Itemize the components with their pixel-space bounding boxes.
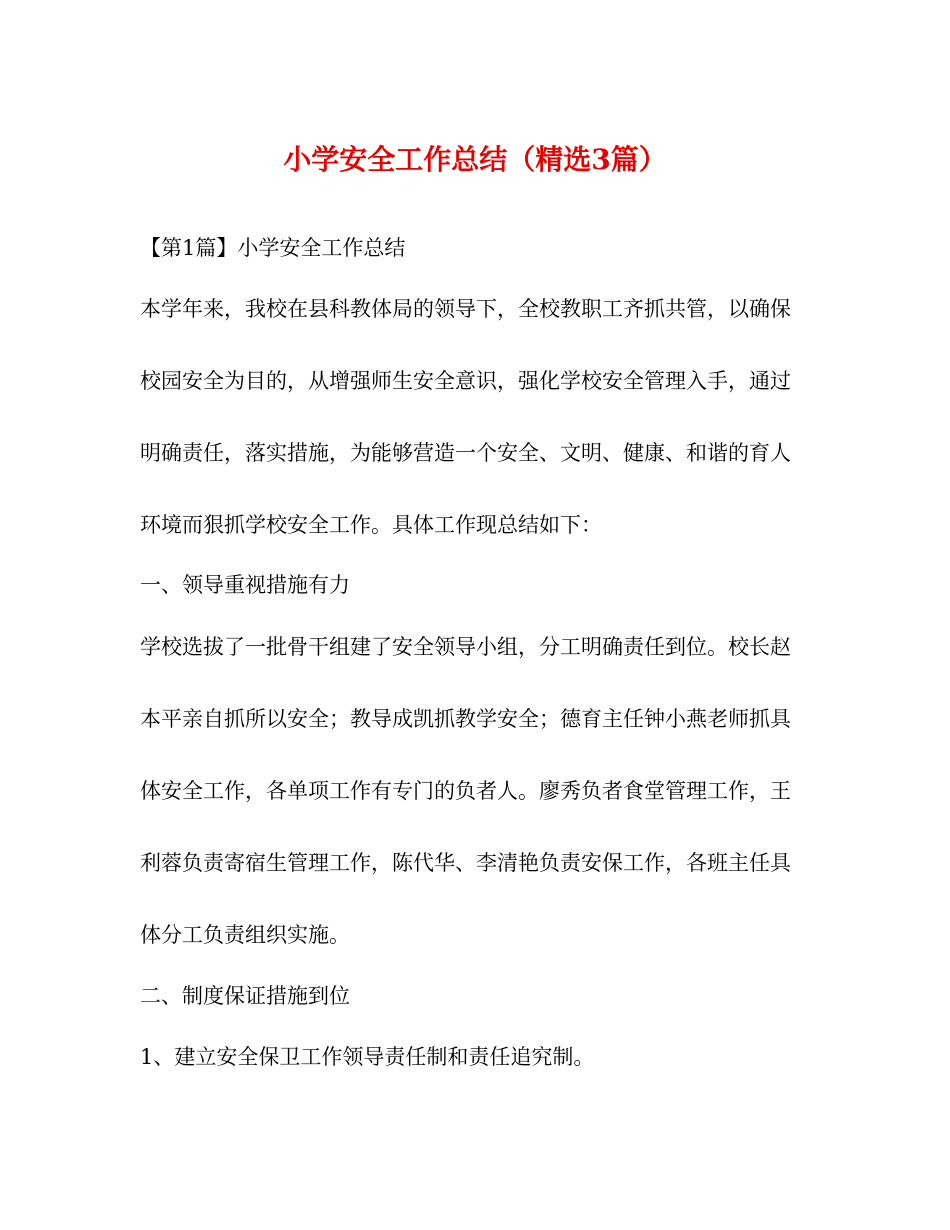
paragraph-line: 本学年来，我校在县科教体局的领导下，全校教职工齐抓共管，以确保 xyxy=(140,297,791,321)
paragraph-line: 校园安全为目的，从增强师生安全意识，强化学校安全管理入手，通过 xyxy=(140,369,791,393)
paragraph-line: 体安全工作，各单项工作有专门的负者人。廖秀负者食堂管理工作，王 xyxy=(140,779,791,803)
subheading-system: 二、制度保证措施到位 xyxy=(140,984,350,1008)
section-heading-part-1: 【第1篇】小学安全工作总结 xyxy=(140,236,406,260)
paragraph-line: 本平亲自抓所以安全；教导成凯抓教学安全；德育主任钟小燕老师抓具 xyxy=(140,707,791,731)
paragraph-line: 学校选拔了一批骨干组建了安全领导小组，分工明确责任到位。校长赵 xyxy=(140,635,791,659)
subheading-leadership: 一、领导重视措施有力 xyxy=(140,573,350,597)
paragraph-line: 明确责任，落实措施，为能够营造一个安全、文明、健康、和谐的育人 xyxy=(140,441,791,465)
list-item: 1、建立安全保卫工作领导责任制和责任追究制。 xyxy=(140,1045,595,1069)
paragraph-line: 利蓉负责寄宿生管理工作，陈代华、李清艳负责安保工作，各班主任具 xyxy=(140,851,791,875)
document-title: 小学安全工作总结（精选3篇） xyxy=(283,143,667,176)
paragraph-line: 体分工负责组织实施。 xyxy=(140,923,350,947)
paragraph-line: 环境而狠抓学校安全工作。具体工作现总结如下： xyxy=(140,513,602,537)
